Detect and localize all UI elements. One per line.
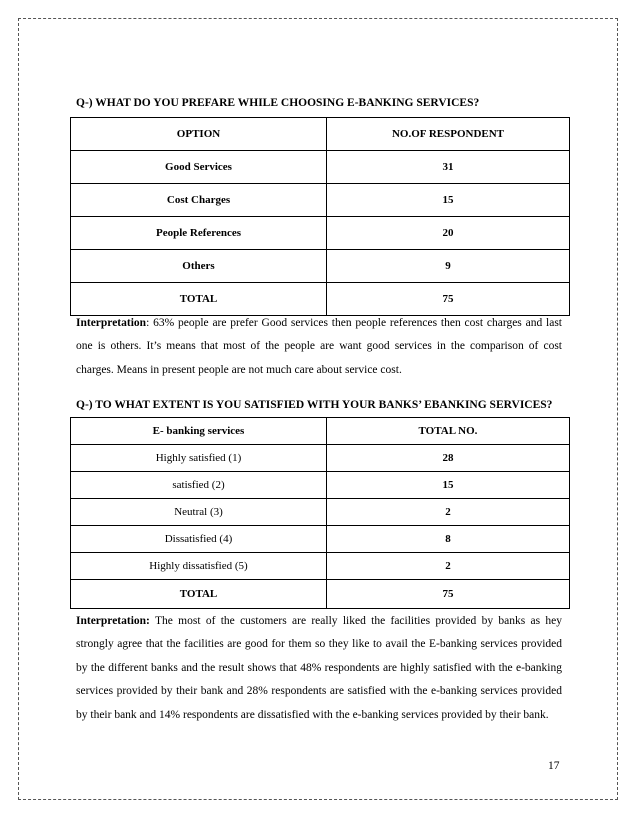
table-row xyxy=(71,553,570,580)
header-option: OPTION xyxy=(71,118,327,151)
count-cell: 8 xyxy=(327,526,570,553)
page-number: 17 xyxy=(548,760,560,772)
total-count-cell: 75 xyxy=(327,580,570,609)
option-cell: Good Services xyxy=(71,151,327,184)
level-cell: Highly satisfied (1) xyxy=(71,445,327,472)
table-row xyxy=(71,250,570,283)
count-cell: 20 xyxy=(327,217,570,250)
count-cell: 9 xyxy=(327,250,570,283)
satisfaction-table xyxy=(70,417,570,609)
level-cell: Dissatisfied (4) xyxy=(71,526,327,553)
table-row xyxy=(71,184,570,217)
interpretation-label: Interpretation: xyxy=(76,615,150,627)
table-header-row xyxy=(71,118,570,151)
count-cell: 31 xyxy=(327,151,570,184)
table-row xyxy=(71,472,570,499)
option-cell: Cost Charges xyxy=(71,184,327,217)
interpretation-1 xyxy=(76,312,562,382)
header-total: TOTAL NO. xyxy=(327,418,570,445)
interpretation-text: : 63% people are prefer Good services then people references then cost charges and last one is others. It’s means that most of the people are want good services in the comparison of cost charges. Means in present people are not much care about service cost. xyxy=(76,317,562,376)
level-cell: Neutral (3) xyxy=(71,499,327,526)
option-cell: People References xyxy=(71,217,327,250)
level-cell: Highly dissatisfied (5) xyxy=(71,553,327,580)
total-label-cell: TOTAL xyxy=(71,580,327,609)
header-respondents: NO.OF RESPONDENT xyxy=(327,118,570,151)
table-row-total xyxy=(71,283,570,316)
table-header-row xyxy=(71,418,570,445)
table-row xyxy=(71,151,570,184)
count-cell: 15 xyxy=(327,472,570,499)
count-cell: 15 xyxy=(327,184,570,217)
table-row xyxy=(71,217,570,250)
interpretation-2 xyxy=(76,610,562,727)
total-label-cell: TOTAL xyxy=(71,283,327,316)
option-cell: Others xyxy=(71,250,327,283)
count-cell: 28 xyxy=(327,445,570,472)
question-1: Q-) WHAT DO YOU PREFARE WHILE CHOOSING E-BANKING SERVICES? xyxy=(76,97,480,109)
count-cell: 2 xyxy=(327,499,570,526)
level-cell: satisfied (2) xyxy=(71,472,327,499)
interpretation-text: The most of the customers are really liked the facilities provided by banks as hey strongly agree that the facilities are good for them so they like to avail the E-banking services provided by the different banks and the result shows that 48% respondents are highly satisfied with the e-banking services provided by their bank and 28% respondents are satisfied with the e-banking services provided by their bank and 14% respondents are dissatisfied with the e-banking services provided by their bank. xyxy=(76,615,562,721)
table-row xyxy=(71,526,570,553)
preference-table xyxy=(70,117,570,316)
table-row-total xyxy=(71,580,570,609)
interpretation-label: Interpretation xyxy=(76,317,147,329)
total-count-cell: 75 xyxy=(327,283,570,316)
question-2: Q-) TO WHAT EXTENT IS YOU SATISFIED WITH YOUR BANKS’ EBANKING SERVICES? xyxy=(76,399,553,411)
count-cell: 2 xyxy=(327,553,570,580)
table-row xyxy=(71,499,570,526)
header-services: E- banking services xyxy=(71,418,327,445)
table-row xyxy=(71,445,570,472)
